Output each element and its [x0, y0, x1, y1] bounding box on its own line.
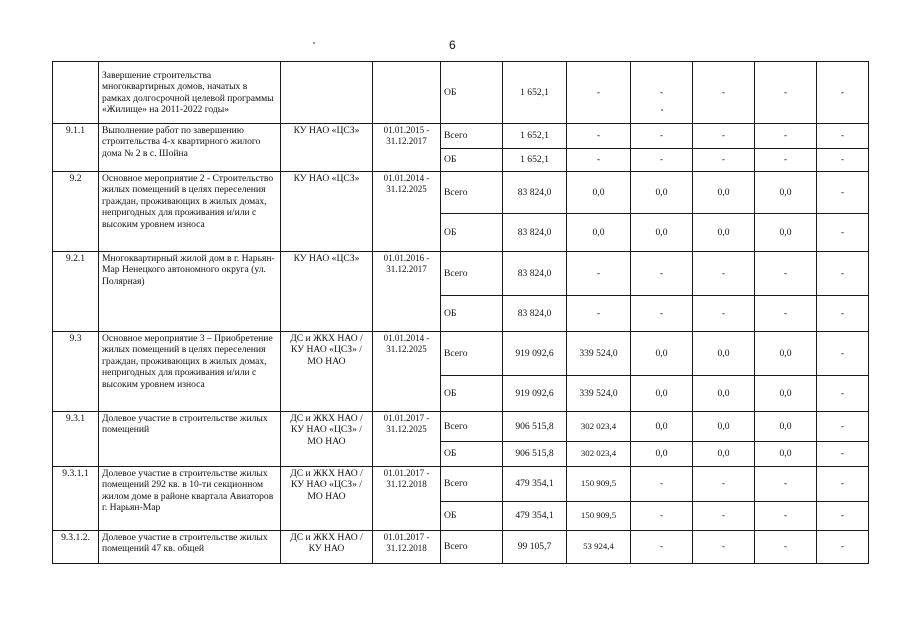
amount-total: 83 824,0 — [503, 252, 567, 296]
period: 01.01.2017 - 31.12.2018 — [373, 531, 441, 564]
amount-y2: 0,0 — [631, 332, 693, 376]
period: 01.01.2015 - 31.12.2017 — [373, 124, 441, 172]
page-number: 6 — [449, 38, 456, 52]
period: 01.01.2016 - 31.12.2017 — [373, 252, 441, 332]
amount-y1: 150 909,5 — [567, 467, 631, 502]
amount-y4: - — [755, 467, 817, 502]
amount-total: 906 515,8 — [503, 442, 567, 467]
amount-y1: - — [567, 62, 631, 124]
amount-y4: - — [755, 531, 817, 564]
amount-y2: - — [631, 531, 693, 564]
amount-y4: - — [755, 502, 817, 531]
amount-total: 479 354,1 — [503, 467, 567, 502]
period: 01.01.2017 - 31.12.2018 — [373, 467, 441, 531]
amount-y2: - — [631, 124, 693, 149]
row-number: 9.3 — [53, 332, 99, 412]
row-number — [53, 62, 99, 124]
period: 01.01.2014 - 31.12.2025 — [373, 172, 441, 252]
funding-source: Всего — [441, 124, 503, 149]
amount-y1: 150 909,5 — [567, 502, 631, 531]
amount-y4: 0,0 — [755, 332, 817, 376]
amount-y1: 339 524,0 — [567, 332, 631, 376]
amount-total: 1 652,1 — [503, 62, 567, 124]
funding-source: Всего — [441, 332, 503, 376]
amount-total: 1 652,1 — [503, 124, 567, 149]
table-row — [53, 531, 869, 564]
funding-source: Всего — [441, 252, 503, 296]
amount-y1: 302 023,4 — [567, 412, 631, 442]
executor: ДС и ЖКХ НАО / КУ НАО «ЦСЗ» / МО НАО — [281, 467, 373, 531]
measure-name: Долевое участие в строительстве жилых помещений — [99, 412, 281, 467]
amount-y1: 53 924,4 — [567, 531, 631, 564]
amount-y2: 0,0 — [631, 172, 693, 214]
amount-y4: 0,0 — [755, 172, 817, 214]
amount-y4: - — [755, 62, 817, 124]
executor: КУ НАО «ЦСЗ» — [281, 252, 373, 332]
amount-total: 919 092,6 — [503, 376, 567, 412]
amount-y5: - — [817, 172, 869, 214]
row-number: 9.1.1 — [53, 124, 99, 172]
amount-total: 906 515,8 — [503, 412, 567, 442]
amount-y5: - — [817, 149, 869, 172]
funding-source: Всего — [441, 172, 503, 214]
program-table — [52, 61, 869, 564]
amount-y2: - — [631, 62, 693, 124]
amount-y4: 0,0 — [755, 412, 817, 442]
executor: КУ НАО «ЦСЗ» — [281, 124, 373, 172]
amount-y2: - — [631, 502, 693, 531]
measure-name: Многоквартирный жилой дом в г. Нарьян-Мар Ненецкого автономного округа (ул. Полярная) — [99, 252, 281, 332]
funding-source: Всего — [441, 467, 503, 502]
amount-total: 83 824,0 — [503, 214, 567, 252]
amount-y2: - — [631, 252, 693, 296]
funding-source: ОБ — [441, 376, 503, 412]
funding-source: Всего — [441, 531, 503, 564]
amount-total: 919 092,6 — [503, 332, 567, 376]
amount-y5: - — [817, 124, 869, 149]
amount-y1: - — [567, 124, 631, 149]
executor: ДС и ЖКХ НАО / КУ НАО — [281, 531, 373, 564]
amount-y3: - — [693, 502, 755, 531]
table-row — [53, 332, 869, 376]
executor — [281, 62, 373, 124]
amount-y5: - — [817, 412, 869, 442]
amount-y2: 0,0 — [631, 442, 693, 467]
amount-y5: - — [817, 252, 869, 296]
table-row — [53, 62, 869, 124]
amount-total: 99 105,7 — [503, 531, 567, 564]
table-row — [53, 467, 869, 502]
amount-total: 1 652,1 — [503, 149, 567, 172]
amount-y3: 0,0 — [693, 172, 755, 214]
amount-y4: - — [755, 252, 817, 296]
amount-y2: - — [631, 296, 693, 332]
measure-name: Завершение строительства многоквартирных домов, начатых в рамках долгосрочной целевой программы «Жилище» на 2011-2022 годы» — [99, 62, 281, 124]
amount-y3: 0,0 — [693, 412, 755, 442]
table-row — [53, 412, 869, 442]
amount-y1: - — [567, 252, 631, 296]
executor: ДС и ЖКХ НАО / КУ НАО «ЦСЗ» / МО НАО — [281, 412, 373, 467]
table-row — [53, 172, 869, 214]
amount-y5: - — [817, 467, 869, 502]
amount-y5: - — [817, 442, 869, 467]
measure-name: Выполнение работ по завершению строительства 4-х квартирного жилого дома № 2 в с. Шойна — [99, 124, 281, 172]
amount-y5: - — [817, 376, 869, 412]
amount-y2: 0,0 — [631, 376, 693, 412]
amount-y5: - — [817, 502, 869, 531]
table-row — [53, 124, 869, 149]
funding-source: ОБ — [441, 442, 503, 467]
amount-y1: 0,0 — [567, 172, 631, 214]
amount-y3: - — [693, 296, 755, 332]
amount-y4: 0,0 — [755, 376, 817, 412]
amount-y3: - — [693, 467, 755, 502]
amount-y3: 0,0 — [693, 442, 755, 467]
amount-y1: - — [567, 149, 631, 172]
amount-y5: - — [817, 531, 869, 564]
funding-source: Всего — [441, 412, 503, 442]
measure-name: Основное мероприятие 2 - Строительство жилых помещений в целях переселения граждан, проживающих в жилых домах, непригодных для проживания и/или с высоким уровнем износа — [99, 172, 281, 252]
amount-y3: - — [693, 531, 755, 564]
amount-y5: - — [817, 332, 869, 376]
period: 01.01.2014 - 31.12.2025 — [373, 332, 441, 412]
scan-speck — [313, 42, 315, 44]
amount-total: 83 824,0 — [503, 296, 567, 332]
amount-y2: 0,0 — [631, 412, 693, 442]
amount-y3: 0,0 — [693, 332, 755, 376]
amount-y1: 339 524,0 — [567, 376, 631, 412]
row-number: 9.3.1.2. — [53, 531, 99, 564]
amount-y1: - — [567, 296, 631, 332]
funding-source: ОБ — [441, 214, 503, 252]
amount-y2: - — [631, 467, 693, 502]
amount-total: 479 354,1 — [503, 502, 567, 531]
period: 01.01.2017 - 31.12.2025 — [373, 412, 441, 467]
amount-y2: - — [631, 149, 693, 172]
amount-y3: - — [693, 62, 755, 124]
funding-source: ОБ — [441, 296, 503, 332]
measure-name: Долевое участие в строительстве жилых помещений 47 кв. общей — [99, 531, 281, 564]
amount-y1: 302 023,4 — [567, 442, 631, 467]
amount-y3: - — [693, 252, 755, 296]
amount-y4: 0,0 — [755, 214, 817, 252]
amount-y2: 0,0 — [631, 214, 693, 252]
executor: КУ НАО «ЦСЗ» — [281, 172, 373, 252]
period — [373, 62, 441, 124]
amount-y3: - — [693, 124, 755, 149]
amount-y3: - — [693, 149, 755, 172]
funding-source: ОБ — [441, 62, 503, 124]
amount-y3: 0,0 — [693, 214, 755, 252]
amount-y4: 0,0 — [755, 442, 817, 467]
amount-y4: - — [755, 296, 817, 332]
funding-source: ОБ — [441, 149, 503, 172]
amount-y5: - — [817, 214, 869, 252]
amount-y4: - — [755, 149, 817, 172]
amount-y3: 0,0 — [693, 376, 755, 412]
amount-y5: - — [817, 62, 869, 124]
executor: ДС и ЖКХ НАО / КУ НАО «ЦСЗ» / МО НАО — [281, 332, 373, 412]
amount-y5: - — [817, 296, 869, 332]
measure-name: Основное мероприятие 3 – Приобретение жилых помещений в целях переселения граждан, проживающих в жилых домах, непригодных для проживания и/или с высоким уровнем износа — [99, 332, 281, 412]
row-number: 9.3.1.1 — [53, 467, 99, 531]
amount-y4: - — [755, 124, 817, 149]
table-row — [53, 252, 869, 296]
row-number: 9.2.1 — [53, 252, 99, 332]
measure-name: Долевое участие в строительстве жилых помещений 292 кв. в 10-ти секционном жилом доме в районе квартала Авиаторов г. Нарьян-Мар — [99, 467, 281, 531]
funding-source: ОБ — [441, 502, 503, 531]
row-number: 9.2 — [53, 172, 99, 252]
amount-total: 83 824,0 — [503, 172, 567, 214]
row-number: 9.3.1 — [53, 412, 99, 467]
amount-y1: 0,0 — [567, 214, 631, 252]
